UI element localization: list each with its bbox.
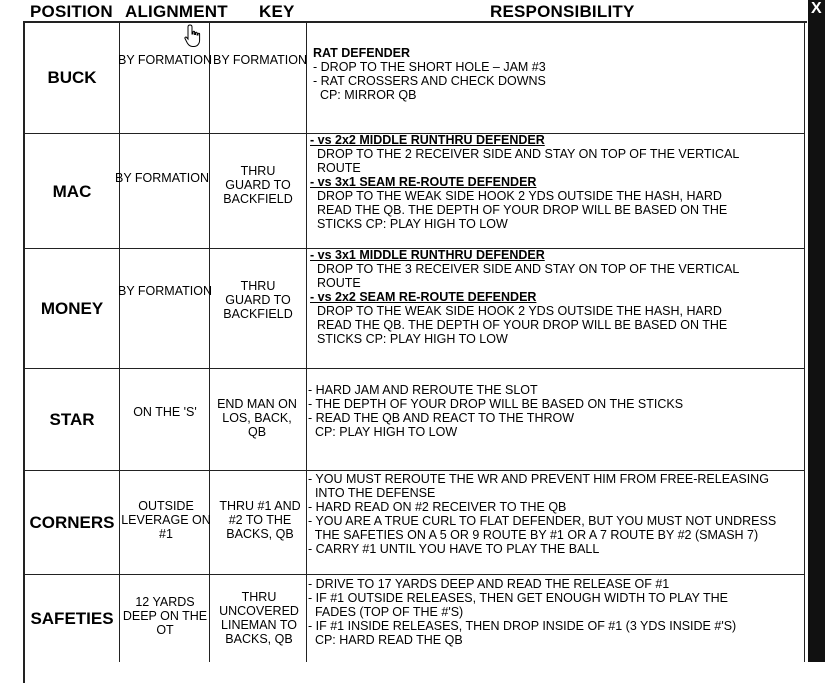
row-divider xyxy=(23,574,805,575)
responsibility-line: STICKS CP: PLAY HIGH TO LOW xyxy=(310,332,508,346)
position-cell: MAC xyxy=(52,181,92,201)
responsibility-line: - IF #1 OUTSIDE RELEASES, THEN GET ENOUGH WIDTH TO PLAY THE xyxy=(308,591,729,605)
responsibility-line: - vs 3x1 SEAM RE-ROUTE DEFENDER xyxy=(310,175,537,189)
responsibility-line: - vs 2x2 SEAM RE-ROUTE DEFENDER xyxy=(310,290,537,304)
responsibility-line: - IF #1 INSIDE RELEASES, THEN DROP INSIDE OF #1 (3 YDS INSIDE #'S) xyxy=(308,619,737,633)
responsibility-line: INTO THE DEFENSE xyxy=(308,486,436,500)
responsibility-line: - vs 2x2 MIDDLE RUNTHRU DEFENDER xyxy=(310,133,545,147)
key-cell: THRU GUARD TO BACKFIELD xyxy=(223,164,293,206)
responsibility-line: STICKS CP: PLAY HIGH TO LOW xyxy=(310,217,508,231)
responsibility-line: THE SAFETIES ON A 5 OR 9 ROUTE BY #1 OR A 7 ROUTE BY #2 (SMASH 7) xyxy=(308,528,759,542)
header-responsibility: RESPONSIBILITY xyxy=(490,2,635,21)
close-icon[interactable]: X xyxy=(811,0,822,17)
responsibility-line: - THE DEPTH OF YOUR DROP WILL BE BASED ON THE STICKS xyxy=(308,397,684,411)
responsibility-cell xyxy=(308,383,683,439)
header-position: POSITION xyxy=(30,2,113,21)
alignment-cell: BY FORMATION xyxy=(115,171,209,185)
responsibility-line: CP: MIRROR QB xyxy=(313,88,417,102)
position-cell: STAR xyxy=(49,410,95,429)
responsibility-line: - RAT CROSSERS AND CHECK DOWNS xyxy=(313,74,546,88)
key-cell: THRU GUARD TO BACKFIELD xyxy=(223,279,293,321)
responsibility-cell xyxy=(308,472,776,556)
alignment-cell: BY FORMATION xyxy=(118,284,212,298)
position-cell: BUCK xyxy=(47,68,97,87)
responsibility-line: READ THE QB. THE DEPTH OF YOUR DROP WILL BE BASED ON THE xyxy=(310,318,728,332)
position-cell: CORNERS xyxy=(29,513,115,532)
responsibility-cell xyxy=(313,46,546,102)
responsibility-line: CP: PLAY HIGH TO LOW xyxy=(308,425,458,439)
responsibility-line: DROP TO THE WEAK SIDE HOOK 2 YDS OUTSIDE THE HASH, HARD xyxy=(310,189,722,203)
responsibility-line: - YOU MUST REROUTE THE WR AND PREVENT HIM FROM FREE-RELEASING xyxy=(308,472,769,486)
responsibility-line: - DRIVE TO 17 YARDS DEEP AND READ THE RELEASE OF #1 xyxy=(308,577,670,591)
column-divider xyxy=(209,21,210,662)
column-divider xyxy=(119,21,120,662)
alignment-cell: 12 YARDS DEEP ON THE OT xyxy=(122,595,208,637)
header-alignment: ALIGNMENT xyxy=(125,2,228,21)
position-cell: MONEY xyxy=(40,299,104,318)
row-divider xyxy=(23,368,805,369)
column-divider xyxy=(306,21,307,662)
responsibility-line: - YOU ARE A TRUE CURL TO FLAT DEFENDER, BUT YOU MUST NOT UNDRESS xyxy=(308,514,777,528)
hand-cursor-icon xyxy=(184,24,202,48)
responsibility-line: FADES (TOP OF THE #'S) xyxy=(308,605,464,619)
responsibility-line: CP: HARD READ THE QB xyxy=(308,633,463,647)
key-cell: END MAN ON LOS, BACK, QB xyxy=(217,397,297,439)
responsibility-line: RAT DEFENDER xyxy=(313,46,410,60)
responsibility-cell xyxy=(310,133,739,231)
responsibility-line: READ THE QB. THE DEPTH OF YOUR DROP WILL BE BASED ON THE xyxy=(310,203,728,217)
responsibility-line: - DROP TO THE SHORT HOLE – JAM #3 xyxy=(313,60,546,74)
responsibility-cell xyxy=(310,248,739,346)
row-divider xyxy=(23,470,805,471)
alignment-cell: ON THE 'S' xyxy=(133,405,197,419)
responsibility-line: DROP TO THE 2 RECEIVER SIDE AND STAY ON TOP OF THE VERTICAL xyxy=(310,147,740,161)
responsibility-line: ROUTE xyxy=(310,161,361,175)
responsibility-cell xyxy=(308,577,736,647)
header-key: KEY xyxy=(259,2,295,21)
table-right-edge xyxy=(804,21,805,662)
key-cell: THRU #1 AND #2 TO THE BACKS, QB xyxy=(219,499,301,541)
responsibility-line: DROP TO THE 3 RECEIVER SIDE AND STAY ON TOP OF THE VERTICAL xyxy=(310,262,740,276)
responsibility-line: ROUTE xyxy=(310,276,361,290)
key-cell: THRU UNCOVERED LINEMAN TO BACKS, QB xyxy=(219,590,299,646)
responsibility-line: - READ THE QB AND REACT TO THE THROW xyxy=(308,411,575,425)
responsibility-line: DROP TO THE WEAK SIDE HOOK 2 YDS OUTSIDE THE HASH, HARD xyxy=(310,304,722,318)
responsibility-line: - vs 3x1 MIDDLE RUNTHRU DEFENDER xyxy=(310,248,545,262)
responsibility-line: - HARD READ ON #2 RECEIVER TO THE QB xyxy=(308,500,567,514)
alignment-cell: BY FORMATION xyxy=(118,53,212,67)
position-cell: SAFETIES xyxy=(30,609,114,628)
alignment-cell: OUTSIDE LEVERAGE ON #1 xyxy=(121,499,211,541)
viewer-side-panel xyxy=(808,0,825,662)
responsibility-line: - CARRY #1 UNTIL YOU HAVE TO PLAY THE BALL xyxy=(308,542,600,556)
key-cell: BY FORMATION xyxy=(213,53,307,67)
responsibility-line: - HARD JAM AND REROUTE THE SLOT xyxy=(308,383,538,397)
